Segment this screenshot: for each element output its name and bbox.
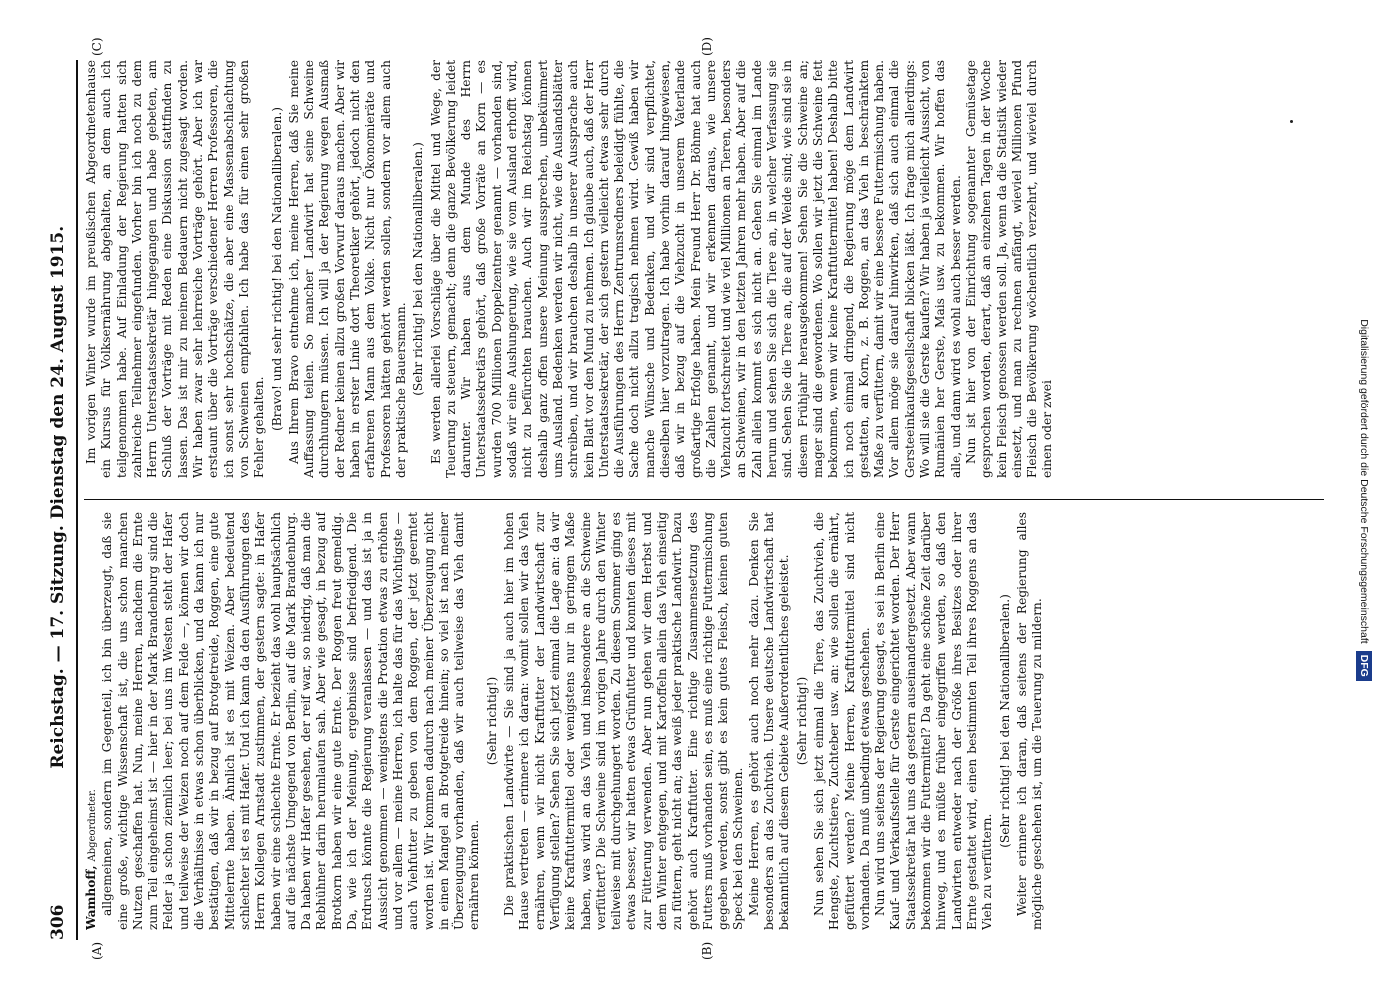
margin-marker-d: (D) [700, 37, 714, 56]
interjection: (Sehr richtig!) [794, 676, 809, 766]
paragraph: Meine Herren, es gehört auch noch mehr dazu. Denken Sie besonders an das Zuchtvieh. Unsere deutsche Landwirtschaft hat bekanntlich auf diesem Gebiete Außerordentliches geleistet. [746, 512, 792, 930]
interjection: (Bravo! und sehr richtig! bei den Nationalliberalen.) [269, 106, 284, 432]
paragraph: Es werden allerlei Vorschläge über die Mittel und Wege, der Teuerung zu steuern, gemacht; denn die ganze Bevölkerung leidet darunter. Wir haben aus dem Munde des Herrn Unterstaatssekretärs gehört, daß große Vorräte an Korn — es wurden 700 Millionen Doppelzentner genannt — vorhanden sind, sodaß wir eine Aushungerung, wie sie vom Ausland erhofft wird, nicht zu befürchten brauchen. Auch wir im Reichstag können deshalb ganz offen unsere Meinung aussprechen, unbekümmert ums Ausland. Bedenken werden wir nicht, wie die Auslandsblätter schreiben, und wir brauchen deshalb in unserer Aussprache auch kein Blatt vor den Mund zu nehmen. Ich glaube auch, daß der Herr Unterstaatssekretär, der sich gestern vielleicht etwas sehr durch die Ausführungen des Herrn Zentrumsredners beleidigt fühlte, die Sache doch nicht allzu tragisch nehmen wird. Gewiß haben wir manche Wünsche und Bedenken, und wir sind verpflichtet, dieselben hier vorzutragen. Ich habe vorhin darauf hingewiesen, daß wir in bezug auf die Viehzucht in unserem Vaterlande großartige Erfolge haben. Mein Freund Herr Dr. Böhme hat auch die Zahlen genannt, und wir erkennen daraus, wie unsere Viehzucht fortschreitet und wie viel Millionen an Tieren, besonders an Schweinen, wir in den letzten Jahren mehr haben. Aber auf die Zahl allein kommt es sich nicht an. Gehen Sie einmal im Lande herum und sehen Sie sich die Tiere an, in welcher Verfassung sie sind. Sehen Sie die Tiere an, die auf der Weide sind; wie sind sie in diesem Frühjahr herausgekommen! Sehen Sie die Schweine an; mager sind die gewordenen. Wo sollen wir jetzt die Schweine fett bekommen, wenn wir keine Kraftfuttermittel haben! Deshalb bitte ich noch einmal dringend, die Regierung möge dem Landwirt gestatten, an Korn, z. B. Roggen, an das Vieh in beschränktem Maße zu verfüttern, damit wir eine bessere Futtermischung haben. Vor allem möge sie darauf hinwirken, daß sich auch einmal die Gersteeinkaufsgesellschaft blicken läßt. Ich frage mich allerdings: Wo will sie die Gerste kaufen? Wir haben ja vielleicht Aussicht, von Rumänien her Gerste, Mais usw. zu bekommen. Wir hoffen das alle, und dann wird es wohl auch besser werden. [428, 60, 963, 478]
interjection: (Sehr richtig! bei den Nationalliberalen.) [411, 142, 426, 396]
digitization-sidebar [1353, 6, 1375, 994]
paragraph: Weiter erinnere ich daran, daß seitens der Regierung alles mögliche geschehen ist, um die Teuerung zu mildern. [1014, 512, 1045, 930]
paragraph: Nun wird uns seitens der Regierung gesagt, es sei in Berlin eine Kauf- und Verkaufsstelle für Gerste eingerichtet worden. Der Herr Staatssekretär hat uns das gestern auseinandergesetzt. Aber wann bekommen wir die Futtermittel? Da geht eine schöne Zeit darüber hinweg, und es müßte früher eingegriffen werden, so daß den Landwirten entweder nach der Größe ihres Besitzes oder ihrer Ernte gestattet wird, einen bestimmten Teil ihres Roggens an das Vieh zu verfüttern. [873, 512, 995, 930]
paragraph: Nun ist hier von der Einrichtung sogenannter Gemüsetage gesprochen worden, derart, daß an einzelnen Tagen in der Woche kein Fleisch genossen werden soll. Ja, wenn da die Statistik wieder einsetzt, und man zu rechnen anfängt, wieviel Millionen Pfund Fleisch die Bevölkerung wöchentlich verzehrt, und wieviel durch einen oder zwei [963, 60, 1055, 478]
page-header [48, 60, 72, 940]
dfg-logo: DFG [1356, 651, 1372, 681]
column-divider [84, 499, 1324, 500]
paragraph: Aus Ihrem Bravo entnehme ich, meine Herren, daß Sie meine Auffassung teilen. So mancher Landwirt hat seine Schweine durchhungern müssen. Ich will ja der Regierung wegen Ausmaß der Redner keinen allzu großen Vorwurf daraus machen. Aber wir haben in erster Linie dort Theoretiker gehört, jedoch nicht den erfahrenen Mann aus dem Volke. Nicht nur Ökonomieräte und Professoren hätten gehört werden sollen, sondern vor allem auch der praktische Bauersmann. [286, 60, 408, 478]
interjection: (Sehr richtig!) [484, 676, 499, 766]
margin-marker-a: (A) [90, 941, 104, 960]
scan-speck [1290, 120, 1293, 123]
right-column [84, 60, 1324, 478]
sidebar-credit-text: Digitalisierung gefördert durch die Deutsche Forschungsgemeinschaft [1358, 319, 1370, 644]
sidebar-credit [1353, 6, 1375, 994]
left-column [84, 512, 1324, 930]
paragraph: Nun sehen Sie sich jetzt einmal die Tiere, das Zuchtvieh, die Hengste, Zuchtstiere, Zuchteber usw. an: wie sollen die ernährt, gefüttert werden? Meine Herren, Kraftfuttermittel sind nicht vorhanden. Da muß unbedingt etwas geschehen. [811, 512, 872, 930]
margin-marker-c: (C) [90, 37, 104, 56]
speaker-name: Wamhoff, [84, 865, 98, 930]
speaker-note: Abgeordneter. [87, 789, 98, 862]
margin-marker-b: (B) [700, 941, 714, 960]
header-rule [76, 60, 78, 940]
interjection: (Sehr richtig! bei den Nationalliberalen.) [997, 594, 1012, 848]
paragraph: Die praktischen Landwirte — Sie sind ja auch hier im hohen Hause vertreten — erinnere ich daran: womit sollen wir das Vieh ernähren, wenn wir nicht Kraftfutter der Landwirtschaft zur Verfügung stellen? Sehen Sie sich jetzt einmal die Lage an: da wir keine Kraftfuttermittel oder wenigstens nur in geringem Maße haben, was wird an das Vieh und insbesondere an die Schweine verfüttert? Die Schweine sind im vorigen Jahre durch den Winter teilweise mit durchgehungert worden. Zu diesem Sommer ging es etwas besser, wir hatten etwas Grünfutter und konnten dieses mit zur Fütterung verwenden. Aber nun gehen wir dem Herbst und dem Winter entgegen, und mit Kartoffeln allein das Vieh einseitig zu füttern, geht nicht an; das weiß jeder praktische Landwirt. Dazu gehört auch Kraftfutter. Eine richtige Zusammensetzung des Futters muß vorhanden sein, es muß eine richtige Futtermischung gegeben werden, sonst gibt es kein gutes Fleisch, keinen guten Speck bei den Schweinen. [502, 512, 746, 930]
page-number: 306 [48, 904, 68, 940]
paragraph: allgemeinen, sondern im Gegenteil, ich bin überzeugt, daß sie eine große, wichtige Wissenschaft ist, die uns schon manchen Nutzen geschaffen hat. Nun, meine Herren, nachdem die Ernte zum Teil eingeheimst ist — hier in der Mark Brandenburg sind die Felder ja schon ziemlich leer; bei uns im Westen steht der Hafer und teilweise der Weizen noch auf dem Felde —, können wir doch die Verhältnisse in etwas schon überblicken, und da kann ich nur bestätigen, daß wir in bezug auf Brotgetreide, Roggen, eine gute Mittelernte haben. Ähnlich ist es mit Weizen. Aber bedeutend schlechter ist es mit Hafer. Und ich kann da den Ausführungen des Herrn Kollegen Arnstadt zustimmen, der gestern sagte: in Hafer haben wir eine schlechte Ernte. Er bezieht das wohl hauptsächlich auf die nächste Umgegend von Berlin, auf die Mark Brandenburg. Da haben wir Hafer gesehen, der reif war, so niedrig, daß man die Rebhühner darin herumlaufen sah. Aber wie gesagt, in bezug auf Brotkorn haben wir eine gute Ernte. Der Roggen freut gemeldig. Da, wie ich der Meinung, ergebnisse sind befriedigend. Die Erdrusch könnte die Regierung veranlassen — und das ist ja in Aussicht genommen — wenigstens die Protation etwas zu erhöhen und vor allem — meine Herren, ich halte das für das Wichtigste — auch Viehfutter zu geben von dem Roggen, der jetzt geerntet worden ist. Wir kommen dadurch nach meiner Überzeugung nicht in einen Mangel an Brotgetreide hinein; so viel ist nach meiner Überzeugung vorhanden, daß wir auch teilweise das Vieh damit ernähren können. [100, 512, 482, 930]
page-title: Reichstag. — 17. Sitzung. Dienstag den 24. August 1915. [48, 225, 68, 769]
paragraph: Im vorigen Winter wurde im preußischen Abgeordnetenhause ein Kursus für Volksernährung abgehalten, an dem auch ich teilgenommen habe. Auf Einladung der Regierung hatten sich zahlreiche Teilnehmer eingefunden. Vorher bin ich noch zu dem Herrn Unterstaatssekretär hingegangen und habe gebeten, am Schluß der Vorträge mit Reden eine Diskussion stattfinden zu lassen. Das ist mir zu meinem Bedauern nicht zugesagt worden. Wir haben zwar sehr lehrreiche Vorträge gehört. Aber ich war erstaunt über die Vorträge verschiedener Herren Professoren, die ich sonst sehr hochschätze, die aber eine Massenabschlachtung von Schweinen empfahlen. Ich habe das für einen sehr großen Fehler gehalten. [84, 60, 267, 478]
